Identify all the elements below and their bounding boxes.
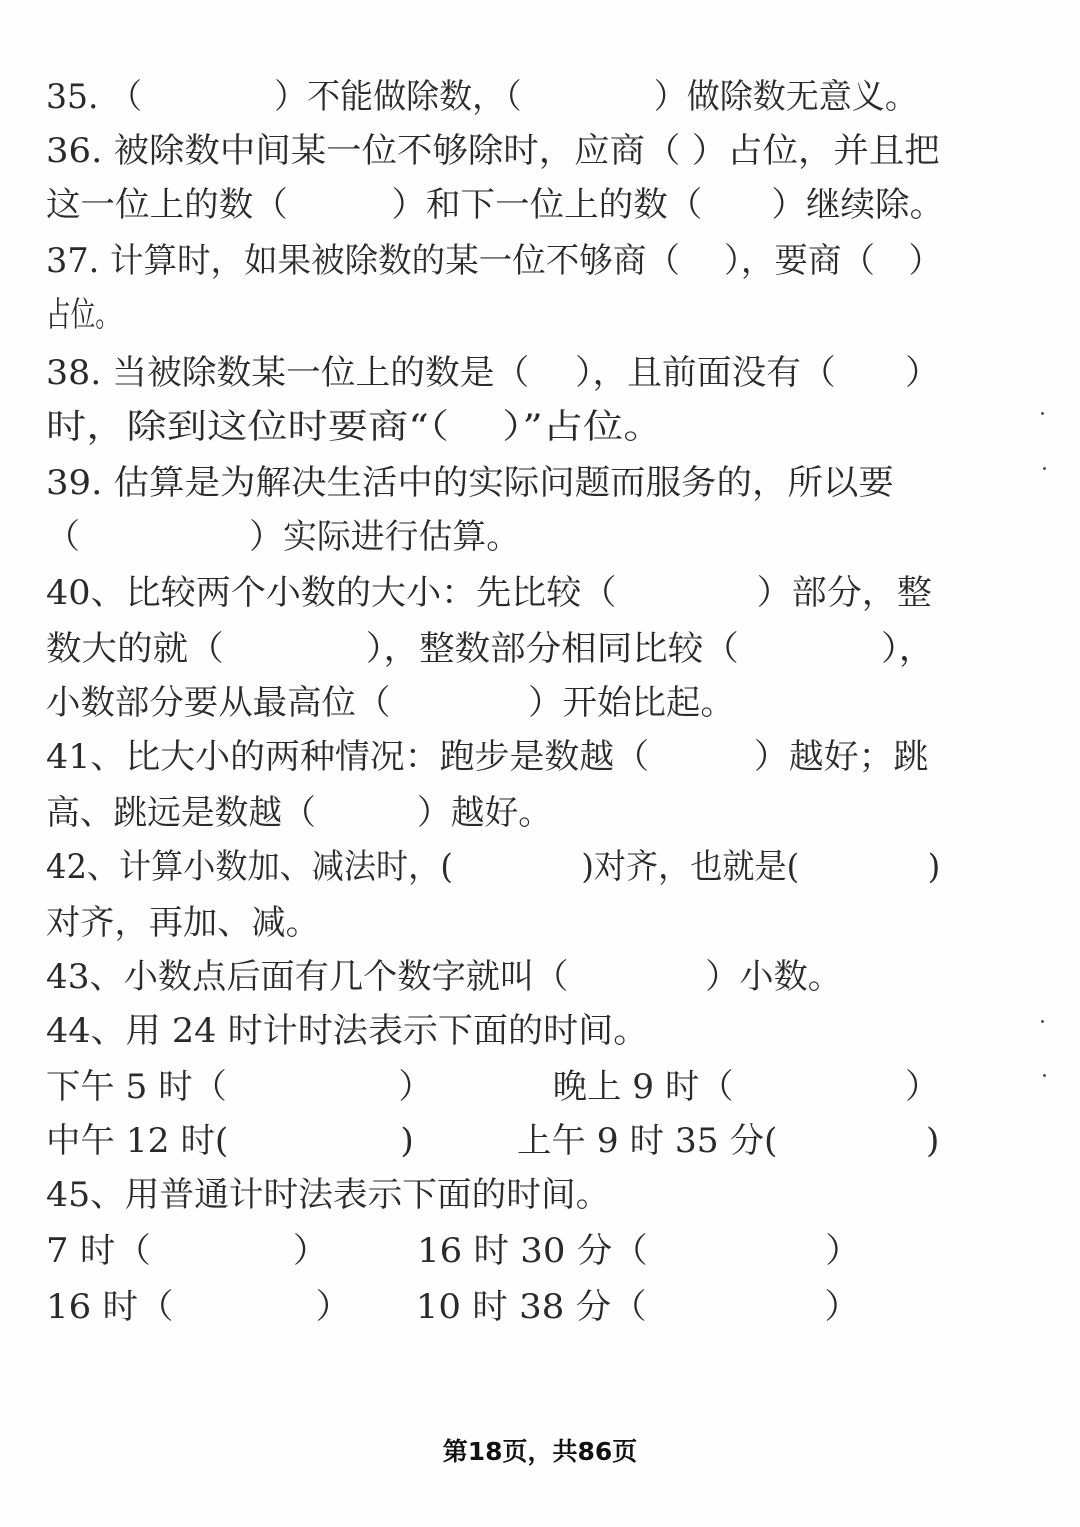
question-line: 高、跳远是数越（ ）越好。 xyxy=(46,793,552,833)
question-line: 37. 计算时，如果被除数的某一位不够商（ ），要商（ ） xyxy=(46,241,942,281)
question-line: 40、比较两个小数的大小：先比较（ ）部分，整 xyxy=(46,573,932,613)
question-line: 占位。 xyxy=(46,295,120,335)
question-line: 小数部分要从最高位（ ）开始比起。 xyxy=(46,683,735,723)
question-line: 36. 被除数中间某一位不够除时，应商（ ）占位，并且把 xyxy=(46,131,940,171)
question-line: 这一位上的数（ ）和下一位上的数（ ）继续除。 xyxy=(46,185,945,225)
question-line: 对齐，再加、减。 xyxy=(46,903,320,943)
question-line: 数大的就（ ），整数部分相同比较（ ）， xyxy=(46,629,935,669)
question-line: 38. 当被除数某一位上的数是（ ），且前面没有（ ） xyxy=(46,353,940,393)
scan-speck xyxy=(1043,467,1046,470)
question-line: 45、用普通计时法表示下面的时间。 xyxy=(46,1175,611,1215)
question-line: 39. 估算是为解决生活中的实际问题而服务的，所以要 xyxy=(46,463,894,503)
question-line: 16 时（ ） 10 时 38 分（ ） xyxy=(46,1287,860,1327)
scan-speck xyxy=(1041,1020,1044,1023)
scan-speck xyxy=(1041,412,1044,415)
question-line: 下午 5 时（ ） 晚上 9 时（ ） xyxy=(46,1067,940,1107)
question-line: 42、计算小数加、减法时，( )对齐，也就是( ) xyxy=(46,847,941,887)
scan-speck xyxy=(1043,1074,1046,1077)
question-line: 35. （ ）不能做除数，（ ）做除数无意义。 xyxy=(46,77,918,117)
question-line: 7 时（ ） 16 时 30 分（ ） xyxy=(46,1231,861,1271)
question-line: 中午 12 时( ) 上午 9 时 35 分( ) xyxy=(46,1121,940,1161)
question-line: 41、比大小的两种情况：跑步是数越（ ）越好；跳 xyxy=(46,737,929,777)
question-line: 时，除到这位时要商“（ ）”占位。 xyxy=(46,407,664,447)
question-line: 43、小数点后面有几个数字就叫（ ）小数。 xyxy=(46,957,843,997)
question-line: （ ）实际进行估算。 xyxy=(46,517,521,557)
question-line: 44、用 24 时计时法表示下面的时间。 xyxy=(46,1011,649,1051)
page-number: 第18页，共86页 xyxy=(442,1437,638,1466)
